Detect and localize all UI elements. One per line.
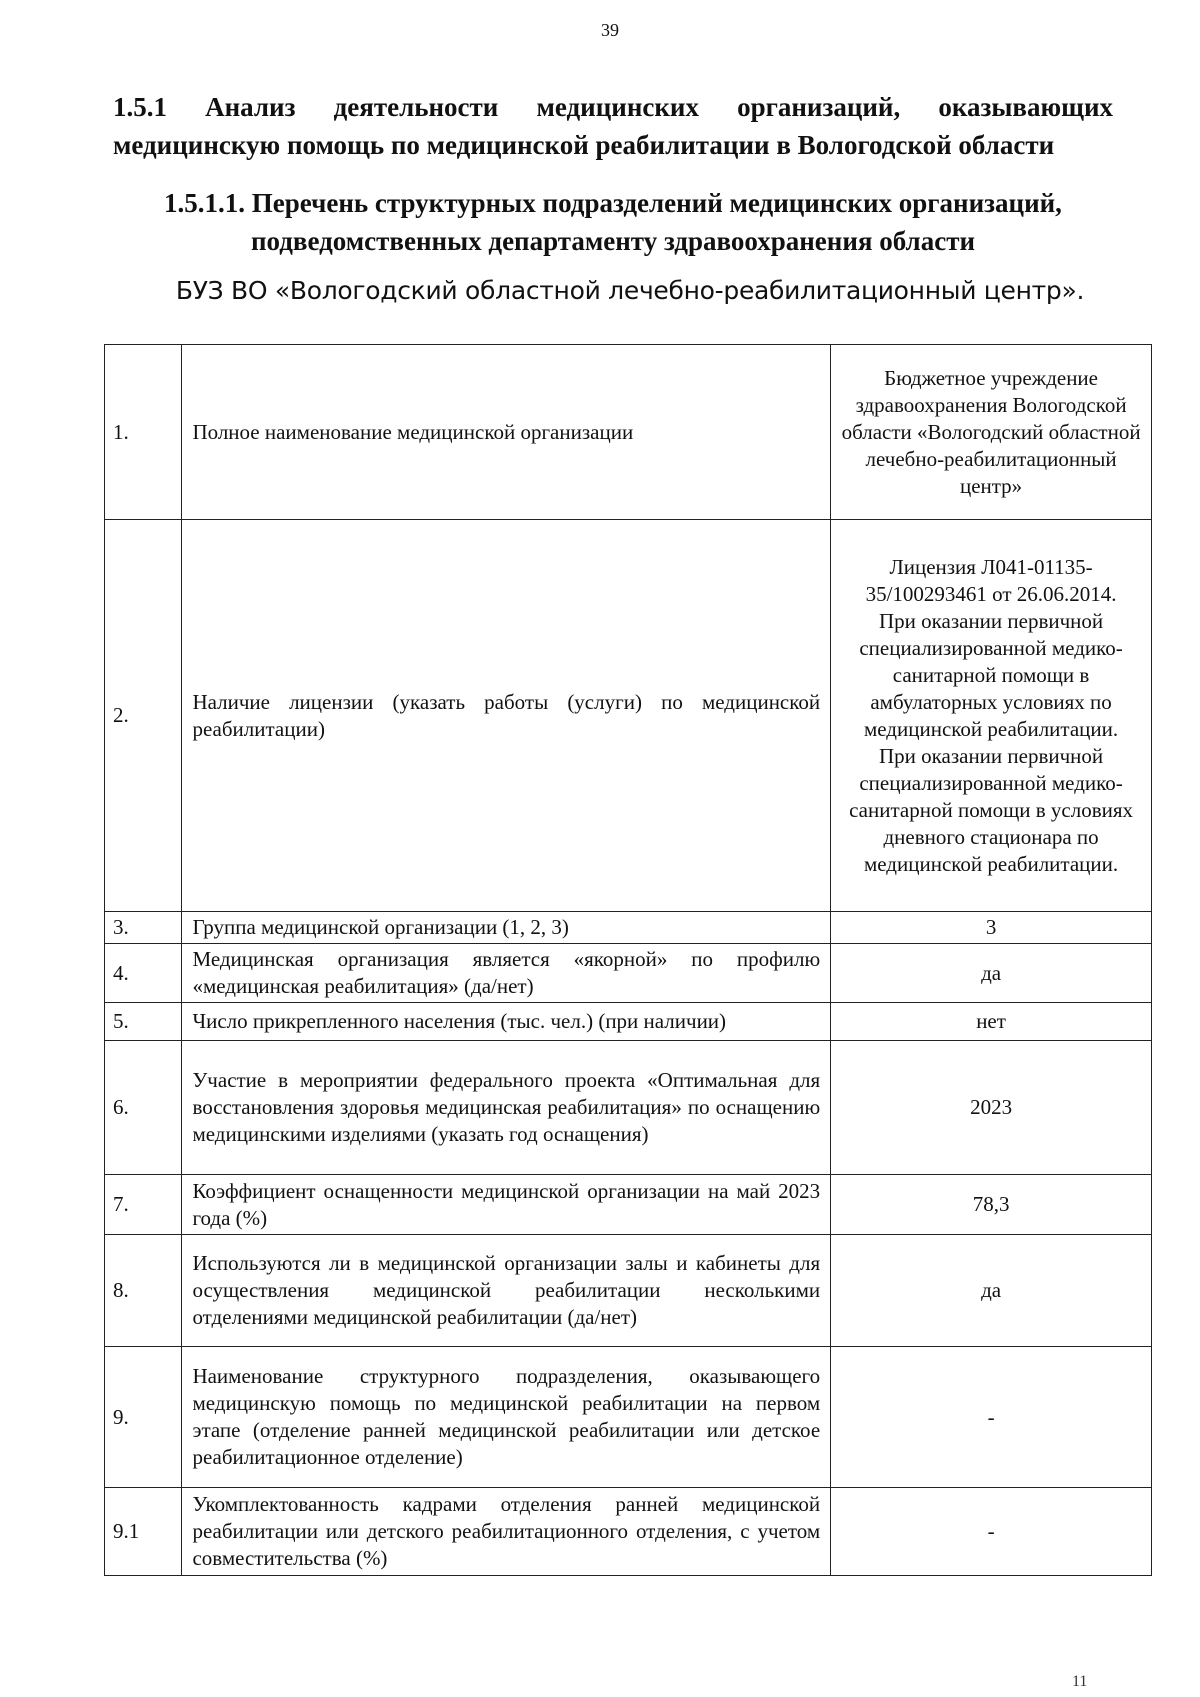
row-value: нет [831,1003,1152,1041]
table-row [105,1235,1152,1347]
row-number: 8. [105,1235,182,1347]
row-parameter: Участие в мероприятии федерального проекта «Оптимальная для восстановления здоровья медицинская реабилитация» по оснащению медицинскими изделиями (указать год оснащения) [182,1041,831,1175]
row-number: 3. [105,912,182,944]
table-row [105,1175,1152,1235]
row-value: Бюджетное учреждение здравоохранения Вологодской области «Вологодский областной лечебно-реабилитационный центр» [831,345,1152,520]
row-number: 7. [105,1175,182,1235]
row-parameter: Наличие лицензии (указать работы (услуги) по медицинской реабилитации) [182,520,831,912]
row-value: - [831,1347,1152,1488]
row-number: 2. [105,520,182,912]
row-parameter: Число прикрепленного населения (тыс. чел.) (при наличии) [182,1003,831,1041]
subsection-heading: 1.5.1.1. Перечень структурных подразделений медицинских организаций, подведомственных департаменту здравоохранения области [164,188,1062,256]
row-parameter: Используются ли в медицинской организации залы и кабинеты для осуществления медицинской реабилитации несколькими отделениями медицинской реабилитации (да/нет) [182,1235,831,1347]
row-number: 6. [105,1041,182,1175]
organization-info-table [104,344,1152,1576]
row-value: да [831,944,1152,1003]
organization-name-line: БУЗ ВО «Вологодский областной лечебно-реабилитационный центр». [175,276,1085,305]
row-value: Лицензия Л041-01135-35/100293461 от 26.06.2014. При оказании первичной специализированной медико-санитарной помощи в амбулаторных условиях по медицинской реабилитации. При оказании первичной специализированной медико-санитарной помощи в условиях дневного стационара по медицинской реабилитации. [831,520,1152,912]
row-parameter: Группа медицинской организации (1, 2, 3) [182,912,831,944]
row-number: 5. [105,1003,182,1041]
table-row [105,944,1152,1003]
page-corner-mark: 11 [1072,1673,1088,1690]
row-parameter: Медицинская организация является «якорной» по профилю «медицинская реабилитация» (да/нет) [182,944,831,1003]
section-heading: 1.5.1 Анализ деятельности медицинских организаций, оказывающих медицинскую помощь по медицинской реабилитации в Вологодской области [113,92,1113,160]
row-number: 9.1 [105,1488,182,1576]
table-row [105,1488,1152,1576]
row-value: - [831,1488,1152,1576]
row-parameter: Коэффициент оснащенности медицинской организации на май 2023 года (%) [182,1175,831,1235]
row-parameter: Наименование структурного подразделения, оказывающего медицинскую помощь по медицинской реабилитации на первом этапе (отделение ранней медицинской реабилитации или детское реабилитационное отделение) [182,1347,831,1488]
row-value: 78,3 [831,1175,1152,1235]
table-row [105,1003,1152,1041]
row-value: да [831,1235,1152,1347]
table-row [105,912,1152,944]
table-row [105,345,1152,520]
row-value: 2023 [831,1041,1152,1175]
row-parameter: Полное наименование медицинской организации [182,345,831,520]
page-number: 39 [601,20,619,40]
table-row [105,1041,1152,1175]
row-number: 9. [105,1347,182,1488]
table-row [105,520,1152,912]
table-row [105,1347,1152,1488]
row-value: 3 [831,912,1152,944]
row-number: 4. [105,944,182,1003]
row-number: 1. [105,345,182,520]
row-parameter: Укомплектованность кадрами отделения ранней медицинской реабилитации или детского реабилитационного отделения, с учетом совместительства (%) [182,1488,831,1576]
